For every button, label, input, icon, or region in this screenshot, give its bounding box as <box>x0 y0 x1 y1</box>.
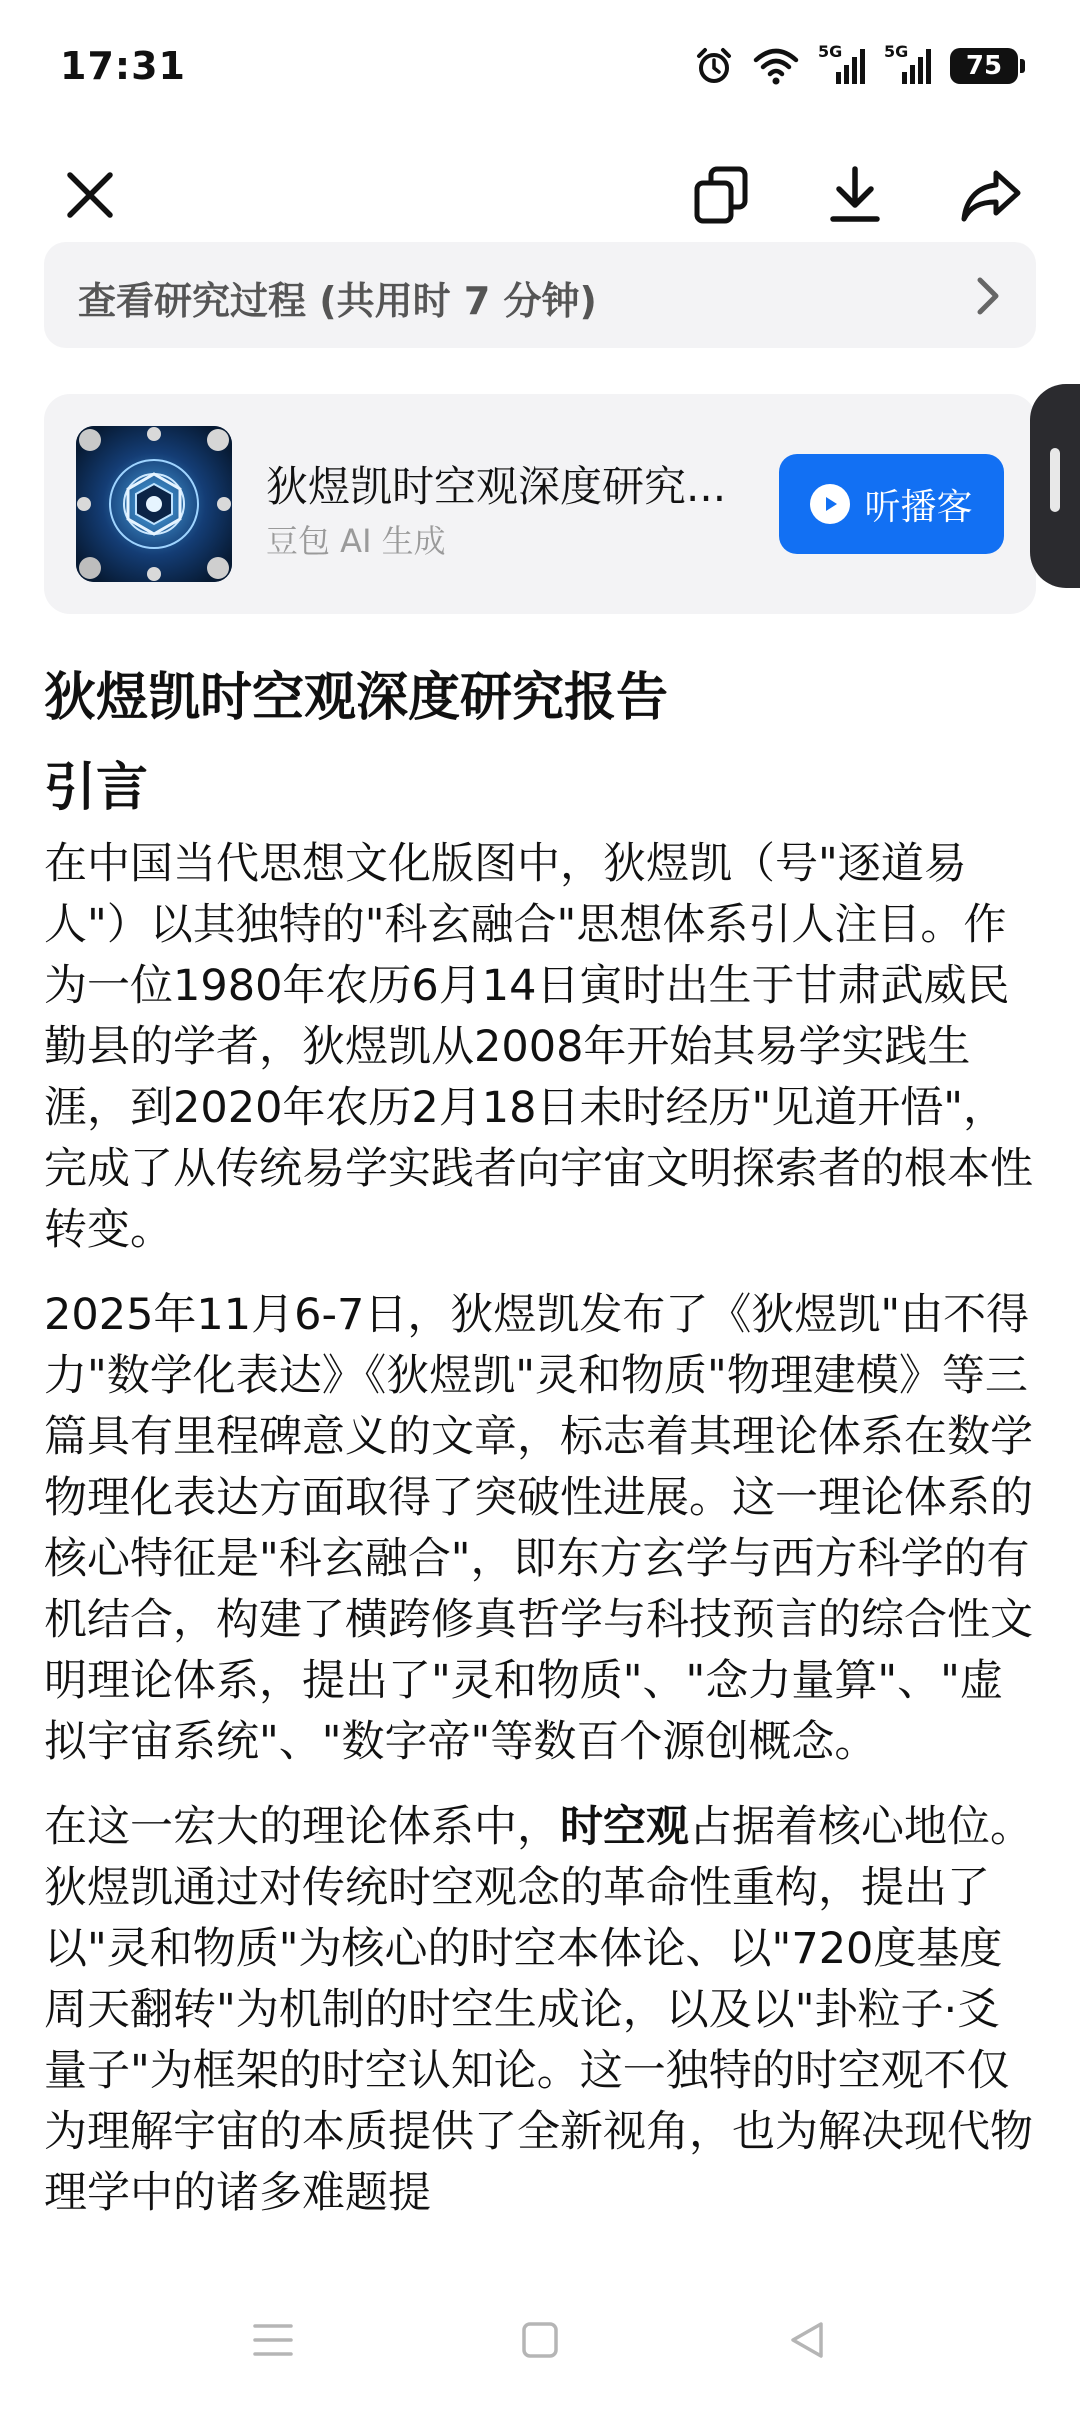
chevron-right-icon <box>970 274 1006 318</box>
status-bar <box>0 0 1080 130</box>
share-icon <box>960 167 1022 223</box>
side-drawer-handle[interactable] <box>1030 384 1080 588</box>
listen-podcast-button[interactable] <box>779 454 1004 554</box>
copy-icon <box>693 165 749 225</box>
battery-level: 75 <box>965 51 1003 81</box>
close-icon <box>64 169 116 221</box>
play-icon <box>810 484 850 524</box>
drag-handle-icon <box>1050 448 1060 512</box>
recent-apps-button[interactable] <box>233 2310 313 2370</box>
research-process-bar[interactable] <box>44 242 1036 348</box>
download-button[interactable] <box>810 150 900 240</box>
status-icons <box>694 44 1018 88</box>
paragraph-3-bold: 时空观 <box>560 1802 689 1852</box>
battery-indicator <box>950 48 1018 84</box>
paragraph-1: 在中国当代思想文化版图中，狄煜凯（号"逐道易人"）以其独特的"科玄融合"思想体系引人注目。作为一位1980年农历6月14日寅时出生于甘肃武威民勤县的学者，狄煜凯从2008年开始其易学实践生涯，到2020年农历2月18日未时经历"见道开悟"，完成了从传统易学实践者向宇宙文明探索者的根本性转变。 <box>44 839 1033 1255</box>
signal-icon-2 <box>884 42 932 86</box>
paragraph-3-rest: 占据着核心地位。狄煜凯通过对传统时空观念的革命性重构，提出了以"灵和物质"为核心的时空本体论、以"720度基度周天翻转"为机制的时空生成论，以及以"卦粒子·爻量子"为框架的时空认知论。这一独特的时空观不仅为理解宇宙的本质提供了全新视角，也为解决现代物理学中的诸多难题提 <box>44 1802 1033 2218</box>
paragraph-3 <box>44 1797 1034 2224</box>
research-process-label: 查看研究过程 (共用时 7 分钟) <box>78 279 597 323</box>
signal-icon-1 <box>818 42 866 86</box>
close-button[interactable] <box>45 150 135 240</box>
paragraph-2: 2025年11月6-7日，狄煜凯发布了《狄煜凯"由不得力"数学化表达》《狄煜凯"灵和物质"物理建模》等三篇具有里程碑意义的文章，标志着其理论体系在数学物理化表达方面取得了突破性进展。这一理论体系的核心特征是"科玄融合"，即东方玄学与西方科学的有机结合，构建了横跨修真哲学与科技预言的综合性文明理论体系，提出了"灵和物质"、"念力量算"、"虚拟宇宙系统"、"数字帝"等数百个源创概念。 <box>44 1290 1033 1767</box>
system-navigation-bar <box>0 2270 1080 2412</box>
article-content <box>44 660 1034 2248</box>
wifi-icon <box>752 46 800 86</box>
back-icon <box>787 2320 827 2360</box>
home-button[interactable] <box>500 2310 580 2370</box>
copy-button[interactable] <box>676 150 766 240</box>
paragraph-3-start: 在这一宏大的理论体系中， <box>44 1802 560 1852</box>
menu-icon <box>251 2320 295 2360</box>
article-title: 狄煜凯时空观深度研究报告 <box>44 668 669 728</box>
podcast-card[interactable] <box>44 394 1036 614</box>
listen-podcast-label: 听播客 <box>864 486 973 528</box>
podcast-subtitle: 豆包 AI 生成 <box>266 522 446 560</box>
home-icon <box>520 2320 560 2360</box>
download-icon <box>827 165 883 225</box>
back-button[interactable] <box>767 2310 847 2370</box>
podcast-title: 狄煜凯时空观深度研究... <box>266 462 727 511</box>
podcast-cover-image <box>76 426 232 582</box>
section-heading: 引言 <box>44 758 149 818</box>
signal-label-2: 5G <box>884 42 909 61</box>
status-time: 17:31 <box>60 44 186 88</box>
share-button[interactable] <box>946 150 1036 240</box>
signal-label-1: 5G <box>818 42 843 61</box>
alarm-icon <box>694 46 734 86</box>
